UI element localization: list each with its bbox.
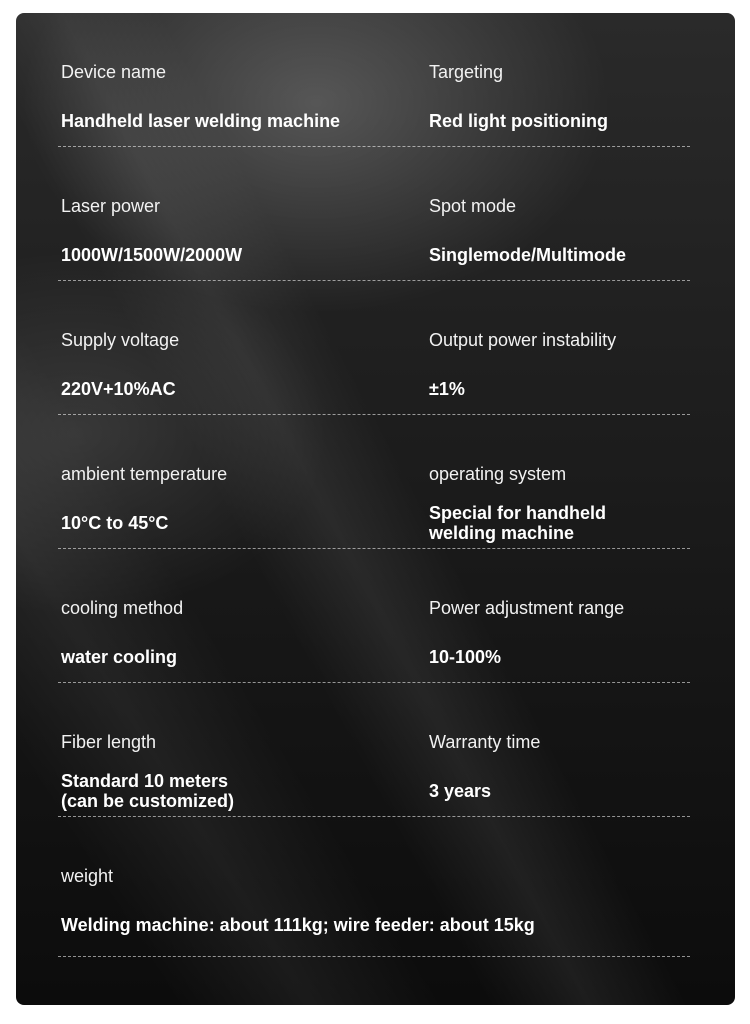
spec-cell-laser-power xyxy=(61,147,421,280)
spec-table xyxy=(58,13,690,957)
spec-label: Power adjustment range xyxy=(429,598,625,618)
spec-cell-spot-mode xyxy=(429,147,689,280)
spec-cell-power-adjustment-range xyxy=(429,549,689,682)
spec-cell-device-name xyxy=(61,13,421,146)
spec-cell-supply-voltage xyxy=(61,281,421,414)
spec-value: 3 years xyxy=(429,781,492,801)
spec-cell-warranty-time xyxy=(429,683,689,816)
spec-label: Output power instability xyxy=(429,330,617,350)
spec-value: Special for handheld welding machine xyxy=(429,503,607,543)
spec-row xyxy=(58,817,690,957)
spec-cell-fiber-length xyxy=(61,683,421,816)
spec-label: Supply voltage xyxy=(61,330,180,350)
spec-label: ambient temperature xyxy=(61,464,228,484)
spec-label: Laser power xyxy=(61,196,161,216)
spec-cell-cooling-method xyxy=(61,549,421,682)
spec-label: operating system xyxy=(429,464,567,484)
spec-value: water cooling xyxy=(61,647,178,667)
spec-cell-weight xyxy=(61,817,689,956)
spec-cell-output-power-instability xyxy=(429,281,689,414)
spec-label: cooling method xyxy=(61,598,184,618)
spec-label: Warranty time xyxy=(429,732,541,752)
spec-label: weight xyxy=(61,866,114,886)
spec-value: Handheld laser welding machine xyxy=(61,111,341,131)
spec-value: 10-100% xyxy=(429,647,502,667)
spec-row xyxy=(58,147,690,281)
spec-row xyxy=(58,415,690,549)
spec-row xyxy=(58,549,690,683)
spec-cell-targeting xyxy=(429,13,689,146)
spec-value: 220V+10%AC xyxy=(61,379,176,399)
spec-label: Fiber length xyxy=(61,732,157,752)
spec-label: Device name xyxy=(61,62,167,82)
spec-value: Standard 10 meters (can be customized) xyxy=(61,771,235,811)
spec-value: ±1% xyxy=(429,379,465,399)
spec-value: Red light positioning xyxy=(429,111,608,131)
spec-card xyxy=(16,13,735,1005)
spec-cell-operating-system xyxy=(429,415,689,548)
spec-row xyxy=(58,281,690,415)
spec-value: Singlemode/Multimode xyxy=(429,245,627,265)
spec-row xyxy=(58,683,690,817)
spec-label: Targeting xyxy=(429,62,504,82)
spec-value: 1000W/1500W/2000W xyxy=(61,245,243,265)
spec-cell-ambient-temperature xyxy=(61,415,421,548)
spec-value: 10°C to 45°C xyxy=(61,513,169,533)
spec-row xyxy=(58,13,690,147)
spec-value: Welding machine: about 111kg; wire feeder: about 15kg xyxy=(61,915,535,935)
spec-label: Spot mode xyxy=(429,196,517,216)
